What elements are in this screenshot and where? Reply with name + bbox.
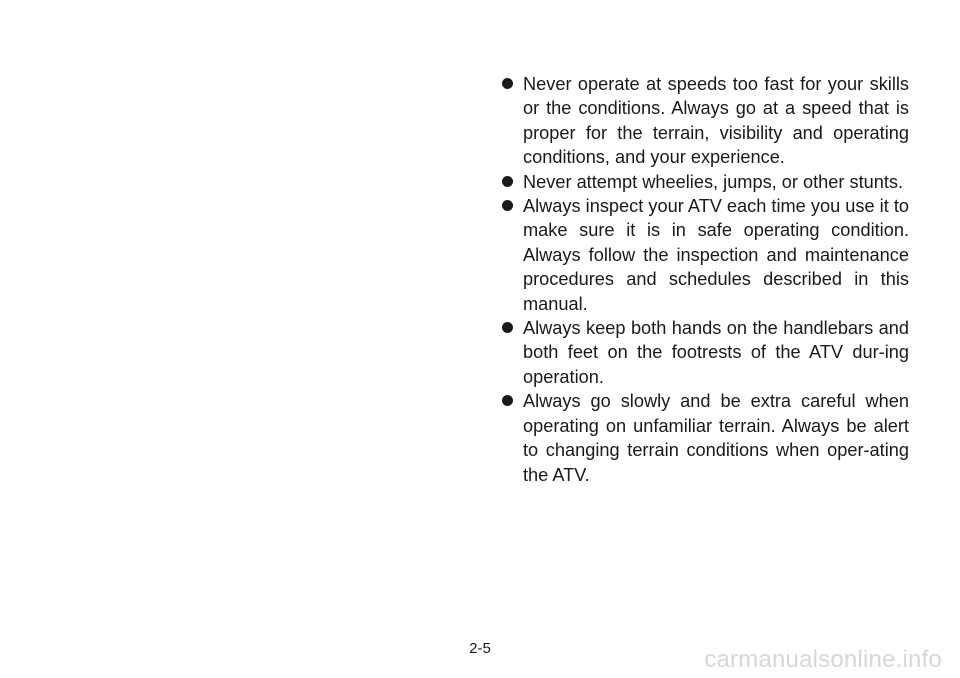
bullet-text: Always inspect your ATV each time you use it to make sure it is in safe operating condition. Always follow the inspection and maintenance procedures and schedules described in this manual. (523, 196, 909, 314)
bullet-dot-icon (502, 78, 513, 89)
bullet-item (502, 170, 909, 194)
bullet-dot-icon (502, 395, 513, 406)
bullet-item (502, 389, 909, 487)
bullet-text: Always keep both hands on the handlebars and both feet on the footrests of the ATV dur-ing operation. (523, 318, 909, 387)
watermark-text: carmanualsonline.info (704, 646, 942, 673)
bullet-item (502, 72, 909, 170)
safety-bullet-list (502, 72, 909, 487)
bullet-dot-icon (502, 176, 513, 187)
bullet-text: Never operate at speeds too fast for your skills or the conditions. Always go at a speed that is proper for the terrain, visibility and operating conditions, and your experience. (523, 74, 909, 168)
bullet-text: Always go slowly and be extra careful when operating on unfamiliar terrain. Always be alert to changing terrain conditions when oper-ating the ATV. (523, 391, 909, 485)
bullet-item (502, 194, 909, 316)
bullet-dot-icon (502, 200, 513, 211)
bullet-item (502, 316, 909, 389)
bullet-dot-icon (502, 322, 513, 333)
page-number: 2-5 (469, 640, 491, 657)
bullet-text: Never attempt wheelies, jumps, or other stunts. (523, 171, 904, 192)
